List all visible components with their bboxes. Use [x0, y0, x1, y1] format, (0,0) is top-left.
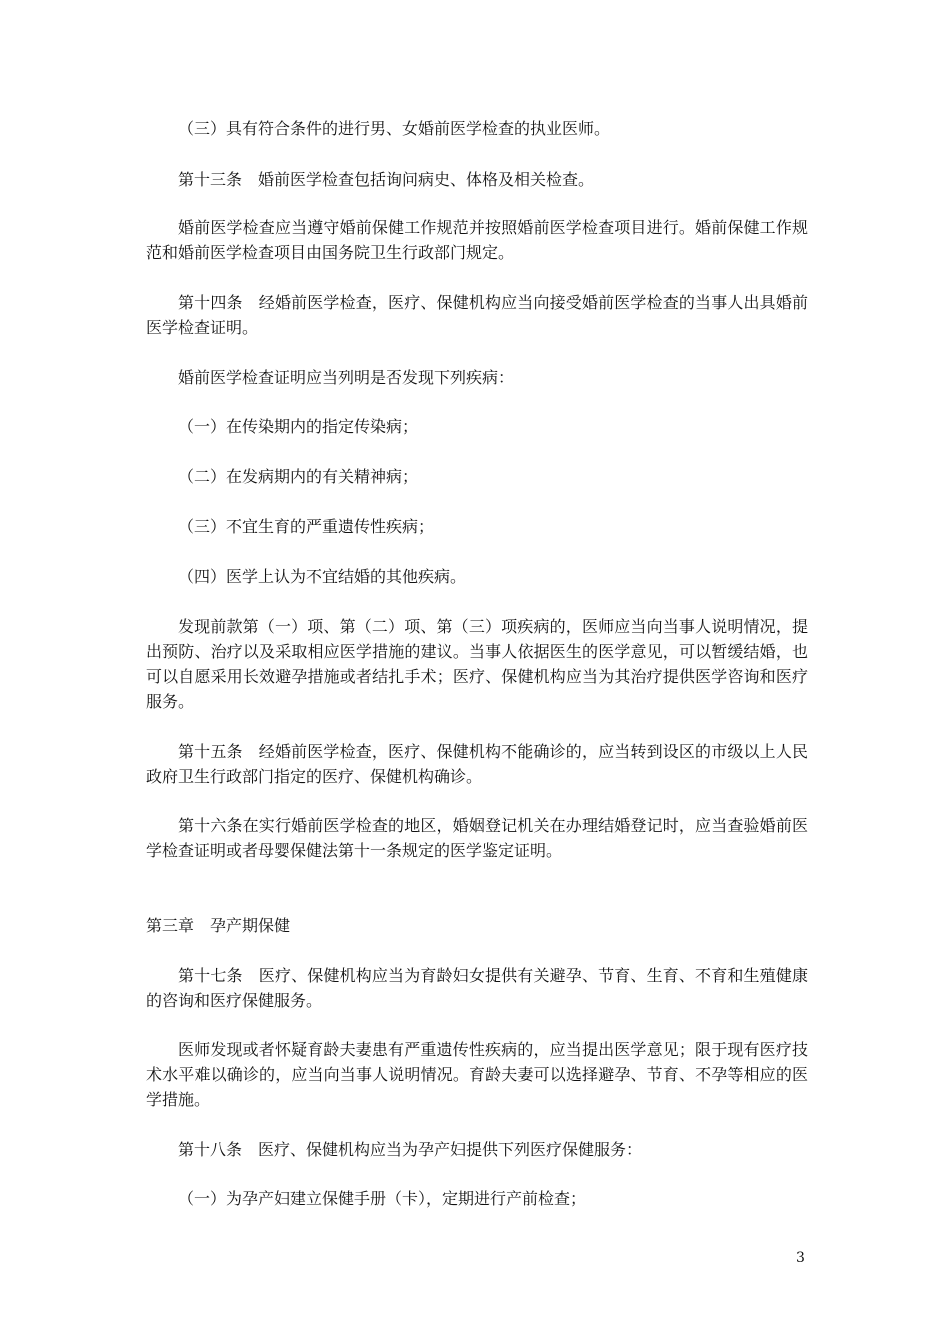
- article-16: 第十六条在实行婚前医学检查的地区，婚姻登记机关在办理结婚登记时，应当查验婚前医学检查证明或者母婴保健法第十一条规定的医学鉴定证明。: [146, 816, 808, 860]
- paragraph: 婚前医学检查证明应当列明是否发现下列疾病：: [178, 368, 515, 387]
- paragraph: （三）具有符合条件的进行男、女婚前医学检查的执业医师。: [178, 119, 611, 138]
- chapter-heading: 第三章 孕产期保健: [146, 916, 291, 935]
- article-18: 第十八条 医疗、保健机构应当为孕产妇提供下列医疗保健服务：: [178, 1140, 643, 1159]
- page-number: 3: [796, 1250, 805, 1266]
- article-13: 第十三条 婚前医学检查包括询问病史、体格及相关检查。: [178, 170, 595, 189]
- article-15: 第十五条 经婚前医学检查，医疗、保健机构不能确诊的，应当转到设区的市级以上人民政府卫生行政部门指定的医疗、保健机构确诊。: [146, 742, 808, 786]
- list-item: （一）为孕产妇建立保健手册（卡），定期进行产前检查；: [178, 1189, 587, 1208]
- list-item: （三）不宜生育的严重遗传性疾病；: [178, 517, 435, 536]
- list-item: （一）在传染期内的指定传染病；: [178, 417, 419, 436]
- list-item: （二）在发病期内的有关精神病；: [178, 467, 419, 486]
- article-14: 第十四条 经婚前医学检查，医疗、保健机构应当向接受婚前医学检查的当事人出具婚前医学检查证明。: [146, 293, 808, 337]
- paragraph: 医师发现或者怀疑育龄夫妻患有严重遗传性疾病的，应当提出医学意见；限于现有医疗技术水平难以确诊的，应当向当事人说明情况。育龄夫妻可以选择避孕、节育、不孕等相应的医学措施。: [146, 1040, 808, 1109]
- article-17: 第十七条 医疗、保健机构应当为育龄妇女提供有关避孕、节育、生育、不育和生殖健康的咨询和医疗保健服务。: [146, 966, 808, 1010]
- paragraph: 发现前款第（一）项、第（二）项、第（三）项疾病的，医师应当向当事人说明情况，提出预防、治疗以及采取相应医学措施的建议。当事人依据医生的医学意见，可以暂缓结婚，也可以自愿采用长效避孕措施或者结扎手术；医疗、保健机构应当为其治疗提供医学咨询和医疗服务。: [146, 617, 808, 711]
- list-item: （四）医学上认为不宜结婚的其他疾病。: [178, 567, 467, 586]
- paragraph: 婚前医学检查应当遵守婚前保健工作规范并按照婚前医学检查项目进行。婚前保健工作规范和婚前医学检查项目由国务院卫生行政部门规定。: [146, 218, 808, 262]
